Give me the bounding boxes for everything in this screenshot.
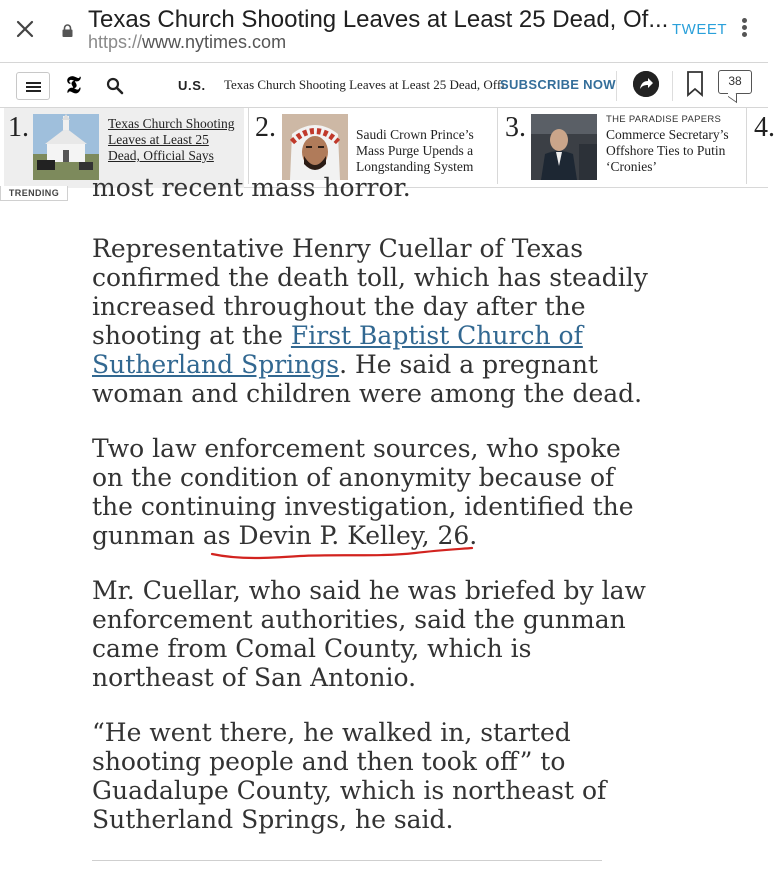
church-thumbnail	[33, 114, 99, 180]
church-link[interactable]: First Baptist Church of Sutherland Springs	[92, 321, 583, 379]
bookmark-icon[interactable]	[686, 71, 704, 97]
trending-headline[interactable]: Saudi Crown Prince’s Mass Purge Upends a Longstanding System	[356, 127, 474, 174]
paragraph-text: Representative Henry Cuellar of Texas confirmed the death toll, which has steadily increased throughout the day after the shooting at the	[92, 234, 648, 350]
url-host: www.nytimes.com	[142, 32, 287, 52]
trending-item-3[interactable]	[499, 108, 745, 188]
trending-tab[interactable]: TRENDING	[0, 186, 68, 201]
article-divider	[92, 860, 602, 861]
tweet-button[interactable]: TWEET	[672, 21, 727, 38]
trending-divider	[497, 108, 498, 184]
red-underline-annotation	[210, 544, 475, 564]
trending-item-4[interactable]	[748, 108, 775, 188]
url-protocol: https://	[88, 32, 143, 52]
paragraph-text: . He said a pregnant woman and children were among the dead.	[92, 350, 643, 408]
trending-number: 3.	[505, 112, 526, 143]
toolbar-divider	[616, 71, 617, 101]
commerce-secretary-thumbnail	[531, 114, 597, 180]
article-paragraph	[92, 234, 652, 408]
lock-icon	[62, 24, 73, 37]
trending-number: 4.	[754, 112, 775, 143]
comment-count-badge[interactable]: 38	[718, 70, 752, 94]
trending-number: 1.	[8, 112, 29, 143]
nyt-logo[interactable]: 𝕿	[66, 73, 81, 99]
article-paragraph: most recent mass horror.	[92, 173, 411, 202]
search-icon[interactable]	[106, 77, 124, 95]
nyt-toolbar	[0, 62, 768, 108]
trending-number: 2.	[255, 112, 276, 143]
close-icon[interactable]	[10, 14, 40, 44]
trending-divider	[746, 108, 747, 184]
article-paragraph: Mr. Cuellar, who said he was briefed by law enforcement authorities, said the gunman came from Comal County, which is northeast of San Antonio.	[92, 576, 646, 692]
menu-icon[interactable]	[16, 72, 50, 100]
more-options-icon[interactable]	[736, 18, 752, 40]
subscribe-button[interactable]: SUBSCRIBE NOW	[500, 77, 616, 92]
browser-top-bar	[0, 0, 768, 62]
page-title: Texas Church Shooting Leaves at Least 25 Dead, Of...	[88, 6, 669, 33]
url-bar[interactable]	[88, 32, 286, 52]
toolbar-headline: Texas Church Shooting Leaves at Least 25 Dead, Offi	[224, 77, 505, 92]
trending-headline[interactable]: Commerce Secretary’s Offshore Ties to Putin ‘Cronies’	[606, 127, 729, 174]
crown-prince-thumbnail	[282, 114, 348, 180]
article-paragraph: Two law enforcement sources, who spoke on the condition of anonymity because of the continuing investigation, identified the gunman as Devin P. Kelley, 26.	[92, 434, 634, 550]
section-label[interactable]: U.S.	[178, 78, 206, 93]
toolbar-divider	[672, 71, 673, 101]
trending-kicker: THE PARADISE PAPERS	[606, 114, 722, 125]
article-paragraph: “He went there, he walked in, started shooting people and then took off” to Guadalupe County, which is northeast of Sutherland Springs, he said.	[92, 718, 607, 834]
share-icon[interactable]	[633, 71, 659, 97]
trending-headline[interactable]: Texas Church Shooting Leaves at Least 25 Dead, Official Says	[108, 116, 235, 163]
